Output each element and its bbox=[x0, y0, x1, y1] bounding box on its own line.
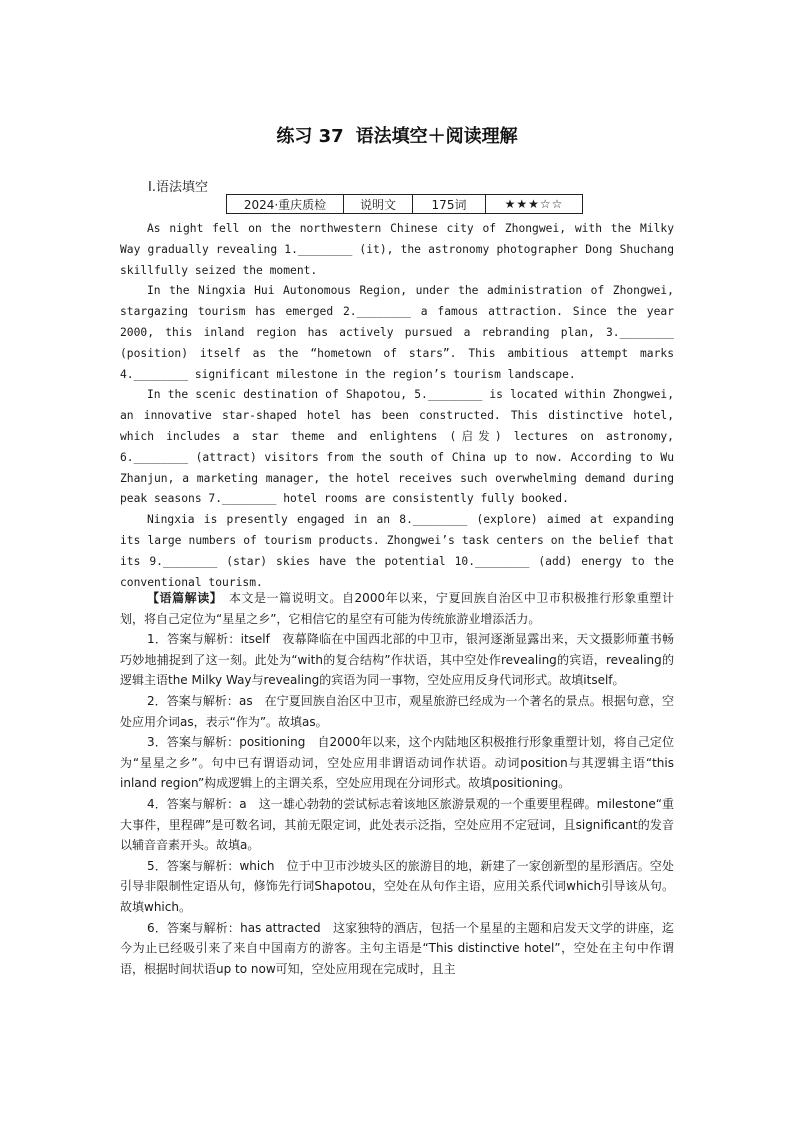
discourse-text: 本文是一篇说明文。自2000年以来，宁夏回族自治区中卫市积极推行形象重塑计划，将自己定位为“星星之乡”，它相信它的星空有可能为传统旅游业增添活力。 bbox=[120, 591, 674, 626]
page-title bbox=[0, 122, 794, 148]
section-heading: Ⅰ.语法填空 bbox=[148, 180, 208, 195]
cloze-passage bbox=[120, 219, 674, 593]
title-topic: 语法填空＋阅读理解 bbox=[355, 126, 518, 147]
answer-item: 1．答案与解析：itself 夜幕降临在中国西北部的中卫市，银河逐渐显露出来，天文摄影师董书畅巧妙地捕捉到了这一刻。此处为“with的复合结构”作状语，其中空处作revealing的宾语，revealing的逻辑主语the Milky Way与revealing的宾语为同一事物，空处应用反身代词形式。故填itself。 bbox=[120, 632, 674, 688]
answer-item: 3．答案与解析：positioning 自2000年以来，这个内陆地区积极推行形象重塑计划，将自己定位为“星星之乡”。句中已有谓语动词，空处应用非谓语动词作状语。动词position与其逻辑主语“this inland region”构成逻辑上的主谓关系，空处应用现在分词形式。故填positioning。 bbox=[120, 735, 674, 791]
difficulty-rating: ★★★☆☆ bbox=[486, 195, 583, 214]
passage-paragraph: In the scenic destination of Shapotou, 5.________ is located within Zhongwei, an innovative star-shaped hotel has been constructed. This distinctive hotel, which includes a star theme and enlightens (启发) lectures on astronomy, 6.________ (attract) visitors from the south of China up to now. According to Wu Zhanjun, a marketing manager, the hotel receives such overwhelming demand during peak seasons 7.________ hotel rooms are consistently fully booked. bbox=[120, 388, 674, 506]
answer-item: 6．答案与解析：has attracted 这家独特的酒店，包括一个星星的主题和启发天文学的讲座，迄今为止已经吸引来了来自中国南方的游客。主句主语是“This distinctive hotel”，空处在主句中作谓语，根据时间状语up to now可知，空处应用现在完成时，且主 bbox=[120, 920, 674, 976]
passage-paragraph: As night fell on the northwestern Chinese city of Zhongwei, with the Milky Way gradually revealing 1.________ (it), the astronomy photographer Dong Shuchang skillfully seized the moment. bbox=[120, 222, 674, 277]
discourse-heading: 【语篇解读】 bbox=[147, 591, 217, 605]
word-count-cell: 175词 bbox=[413, 195, 486, 214]
source-cell: 2024·重庆质检 bbox=[227, 195, 344, 214]
discourse-summary bbox=[120, 588, 674, 629]
answer-item: 5．答案与解析：which 位于中卫市沙坡头区的旅游目的地，新建了一家创新型的星形酒店。空处引导非限制性定语从句，修饰先行词Shapotou，空处在从句作主语，应用关系代词which引导该从句。故填which。 bbox=[120, 858, 674, 914]
passage-paragraph: In the Ningxia Hui Autonomous Region, under the administration of Zhongwei, stargazing tourism has emerged 2.________ a famous attraction. Since the year 2000, this inland region has actively pursued a rebranding plan, 3.________ (position) itself as the “hometown of stars”. This ambitious attempt marks 4.________ significant milestone in the region’s tourism landscape. bbox=[120, 284, 674, 381]
genre-cell: 说明文 bbox=[344, 195, 413, 214]
answer-analysis bbox=[120, 588, 674, 979]
title-exercise-number: 练习 37 bbox=[276, 126, 344, 147]
passage-info-table bbox=[226, 194, 583, 214]
answer-item: 2．答案与解析：as 在宁夏回族自治区中卫市，观星旅游已经成为一个著名的景点。根据句意，空处应用介词as，表示“作为”。故填as。 bbox=[120, 693, 674, 729]
answer-item: 4．答案与解析：a 这一雄心勃勃的尝试标志着该地区旅游景观的一个重要里程碑。milestone“重大事件，里程碑”是可数名词，其前无限定词，此处表示泛指，空处应用不定冠词，且significant的发音以辅音音素开头。故填a。 bbox=[120, 796, 674, 853]
passage-paragraph: Ningxia is presently engaged in an 8.________ (explore) aimed at expanding its large numbers of tourism products. Zhongwei’s task centers on the belief that its 9.________ (star) skies have the potential 10.________ (add) energy to the conventional tourism. bbox=[120, 513, 674, 589]
